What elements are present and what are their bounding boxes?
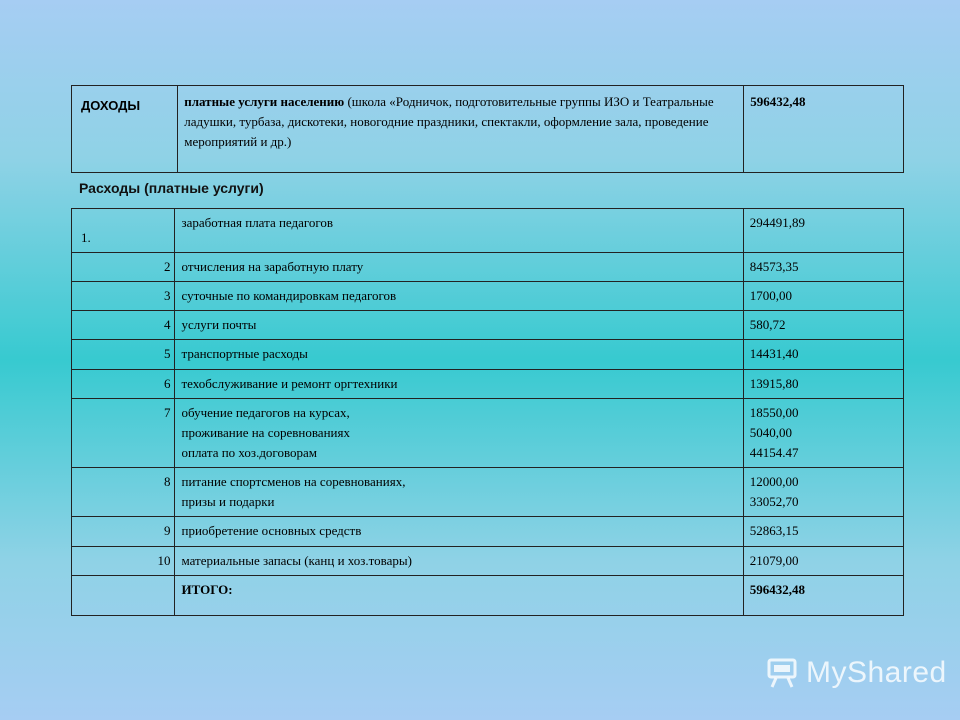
total-amount: 596432,48 bbox=[743, 575, 903, 615]
amount-line: 1700,00 bbox=[749, 288, 792, 304]
amount-line: 294491,89 bbox=[749, 215, 805, 230]
row-item bbox=[175, 253, 743, 282]
total-row bbox=[72, 575, 904, 615]
row-amount bbox=[743, 340, 903, 369]
item-line: обучение педагогов на курсах, bbox=[181, 404, 350, 420]
presentation-board-icon bbox=[766, 658, 800, 688]
row-number: 1. bbox=[72, 209, 175, 253]
item-line: материальные запасы (канц и хоз.товары) bbox=[181, 552, 412, 568]
income-row bbox=[72, 86, 904, 173]
table-row bbox=[72, 253, 904, 282]
income-description-bold: платные услуги населению bbox=[184, 94, 345, 109]
row-amount bbox=[743, 369, 903, 398]
row-amount bbox=[743, 282, 903, 311]
row-amount bbox=[743, 517, 903, 546]
row-amount bbox=[743, 253, 903, 282]
item-line: отчисления на заработную плату bbox=[181, 259, 364, 274]
row-number: 4 bbox=[72, 311, 175, 340]
amount-line: 14431,40 bbox=[749, 346, 799, 362]
income-description-rest: (школа «Родничок, подготовительные группы ИЗО и Театральные ладушки, турбаза, дискотеки, новогодние праздники, спектакли, оформление зала, проведение мероприятий и др.) bbox=[184, 94, 714, 150]
table-row bbox=[72, 517, 904, 546]
item-line: оплата по хоз.договорам bbox=[181, 444, 317, 460]
row-amount bbox=[743, 311, 903, 340]
watermark-logo bbox=[766, 656, 947, 690]
table-row bbox=[72, 398, 904, 467]
income-table bbox=[71, 85, 904, 173]
amount-line: 580,72 bbox=[749, 317, 786, 333]
row-item bbox=[175, 311, 743, 340]
row-number: 6 bbox=[72, 369, 175, 398]
row-number: 5 bbox=[72, 340, 175, 369]
row-item bbox=[175, 340, 743, 369]
table-row bbox=[72, 546, 904, 575]
row-item bbox=[175, 546, 743, 575]
item-line: заработная плата педагогов bbox=[181, 215, 334, 230]
income-label: ДОХОДЫ bbox=[72, 86, 178, 173]
income-amount: 596432,48 bbox=[744, 86, 904, 173]
amount-line: 18550,00 bbox=[749, 404, 799, 420]
row-amount bbox=[743, 468, 903, 517]
amount-line: 44154.47 bbox=[749, 444, 799, 460]
row-number: 10 bbox=[72, 546, 175, 575]
expenses-title: Расходы (платные услуги) bbox=[79, 180, 264, 196]
table-row bbox=[72, 311, 904, 340]
table-row bbox=[72, 468, 904, 517]
row-amount bbox=[743, 546, 903, 575]
row-item bbox=[175, 369, 743, 398]
table-row bbox=[72, 340, 904, 369]
row-item bbox=[175, 209, 743, 253]
item-line: техобслуживание и ремонт оргтехники bbox=[181, 375, 398, 391]
amount-line: 12000,00 bbox=[749, 474, 799, 490]
row-number: 8 bbox=[72, 468, 175, 517]
table-row bbox=[72, 209, 904, 253]
row-item bbox=[175, 517, 743, 546]
row-number: 2 bbox=[72, 253, 175, 282]
row-amount bbox=[743, 209, 903, 253]
item-line: питание спортсменов на соревнованиях, bbox=[181, 474, 406, 490]
total-empty-cell bbox=[72, 575, 175, 615]
total-label: ИТОГО: bbox=[175, 575, 743, 615]
amount-line: 52863,15 bbox=[749, 523, 799, 539]
item-line: транспортные расходы bbox=[181, 346, 308, 362]
row-item bbox=[175, 468, 743, 517]
row-number: 9 bbox=[72, 517, 175, 546]
table-row bbox=[72, 282, 904, 311]
item-line: призы и подарки bbox=[181, 494, 275, 510]
amount-line: 5040,00 bbox=[749, 424, 792, 440]
income-description bbox=[178, 86, 744, 173]
amount-line: 84573,35 bbox=[749, 259, 799, 274]
watermark-text: MyShared bbox=[806, 656, 947, 689]
row-number: 7 bbox=[72, 398, 175, 467]
row-item bbox=[175, 398, 743, 467]
item-line: услуги почты bbox=[181, 317, 257, 333]
item-line: приобретение основных средств bbox=[181, 523, 362, 539]
amount-line: 21079,00 bbox=[749, 552, 799, 568]
table-row bbox=[72, 369, 904, 398]
amount-line: 33052,70 bbox=[749, 494, 799, 510]
row-item bbox=[175, 282, 743, 311]
item-line: суточные по командировкам педагогов bbox=[181, 288, 397, 304]
expenses-body bbox=[72, 209, 904, 616]
row-amount bbox=[743, 398, 903, 467]
item-line: проживание на соревнованиях bbox=[181, 424, 350, 440]
expenses-table bbox=[71, 208, 904, 616]
row-number: 3 bbox=[72, 282, 175, 311]
amount-line: 13915,80 bbox=[749, 375, 799, 391]
